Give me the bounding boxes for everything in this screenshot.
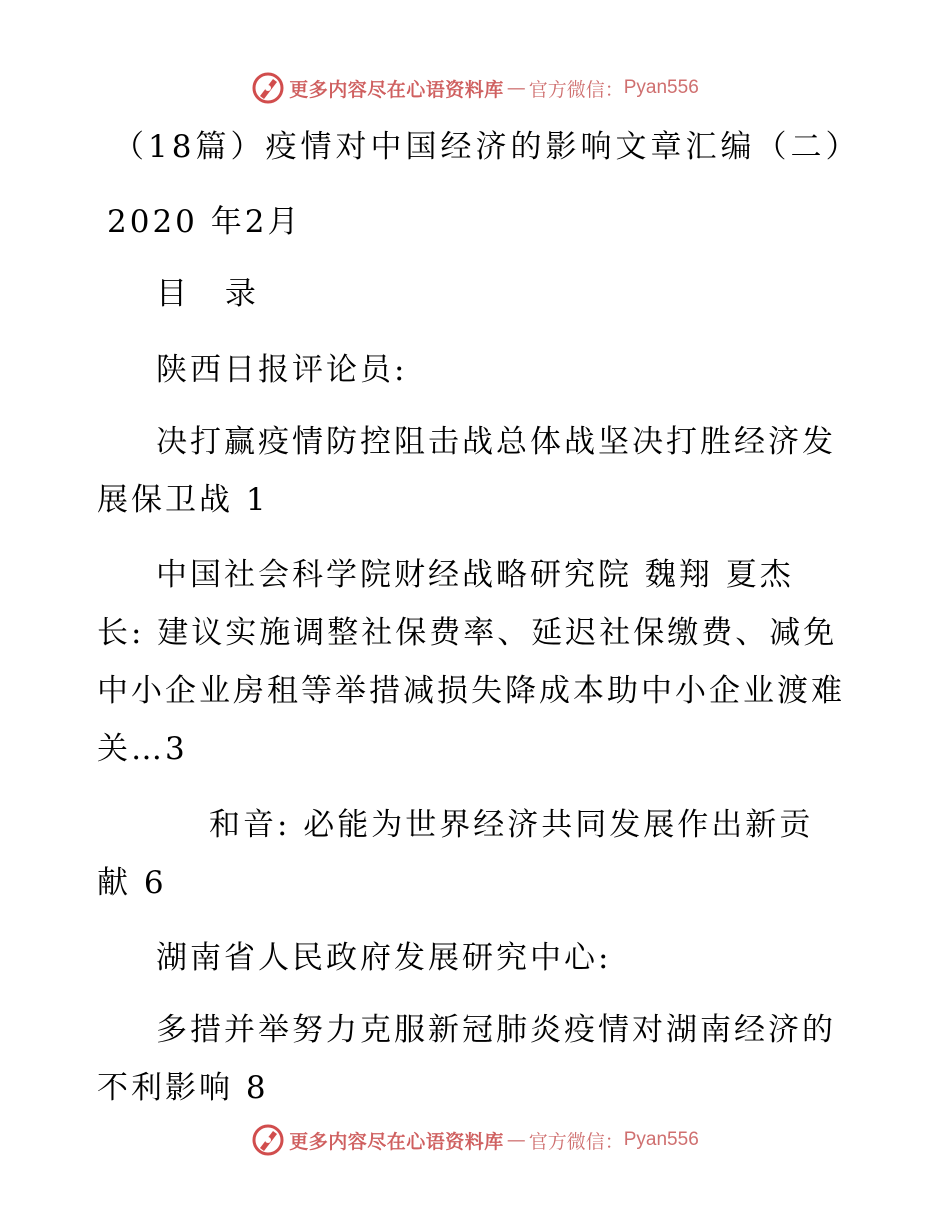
toc-entry-line: 陕西日报评论员: [156, 352, 408, 388]
watermark-separator: — [506, 1129, 526, 1151]
toc-entry-line: 湖南省人民政府发展研究中心: [156, 940, 612, 976]
toc-entry-line: 多措并举努力克服新冠肺炎疫情对湖南经济的 [156, 1012, 836, 1048]
document-date: 2020 年2月 [107, 204, 302, 240]
pen-logo-icon [251, 1123, 285, 1157]
watermark-wechat-id: Pyan556 [623, 1129, 699, 1150]
watermark-banner-top [0, 68, 950, 108]
toc-entry-line: 和音: 必能为世界经济共同发展作出新贡 [209, 807, 814, 843]
watermark-wechat-label: 官方微信： [528, 1130, 624, 1153]
toc-entry-line: 关…3 [97, 731, 188, 767]
toc-entry-line: 中国社会科学院财经战略研究院 魏翔 夏杰 [156, 557, 794, 593]
watermark-site-text: 更多内容尽在心语资料库 [289, 1130, 504, 1153]
toc-entry-line: 长: 建议实施调整社保费率、延迟社保缴费、减免 [97, 615, 838, 651]
pen-logo-icon [251, 71, 285, 105]
document-title: （18篇）疫情对中国经济的影响文章汇编（二） [113, 129, 861, 165]
toc-entry-line: 中小企业房租等举措减损失降成本助中小企业渡难 [97, 673, 845, 709]
watermark-wechat-label: 官方微信： [528, 78, 624, 101]
watermark-separator: — [506, 77, 526, 99]
watermark-site-text: 更多内容尽在心语资料库 [289, 78, 504, 101]
watermark-wechat-id: Pyan556 [623, 77, 699, 98]
toc-entry-line: 展保卫战 1 [97, 482, 269, 518]
toc-entry-line: 献 6 [97, 865, 167, 901]
toc-heading: 目 录 [156, 276, 270, 312]
toc-entry-line: 决打赢疫情防控阻击战总体战坚决打胜经济发 [156, 424, 836, 460]
watermark-banner-bottom [0, 1120, 950, 1160]
toc-entry-line: 不利影响 8 [97, 1070, 269, 1106]
